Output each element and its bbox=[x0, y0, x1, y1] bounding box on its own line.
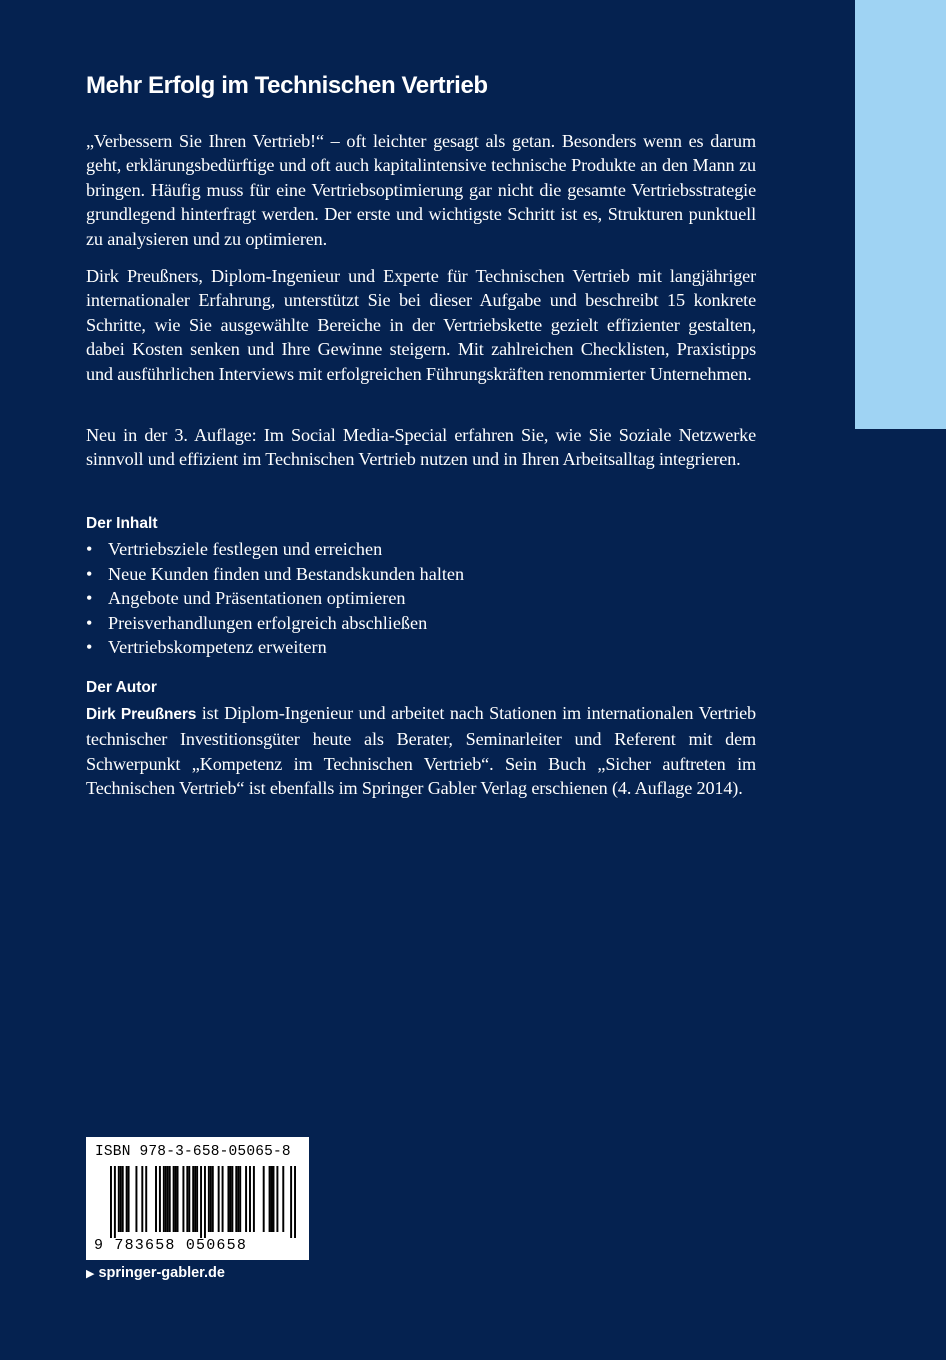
barcode-bar bbox=[239, 1166, 241, 1232]
barcode-bar bbox=[249, 1166, 251, 1232]
barcode-bars bbox=[110, 1166, 296, 1238]
intro-paragraph: „Verbessern Sie Ihren Vertrieb!“ – oft leichter gesagt als getan. Besonders wenn es darum geht, erklärungsbedürftige und oft auch kapitalintensive technische Produkte an den Mann zu bringen. Häufig muss für eine Vertriebsoptimierung gar nicht die gesamte Vertriebsstrategie grundlegend hinterfragt werden. Der erste und wichtigste Schritt ist es, Strukturen punktuell zu analysieren und zu optimieren. bbox=[86, 131, 756, 249]
author-expertise-paragraph: Dirk Preußners, Diplom-Ingenieur und Experte für Technischen Vertrieb mit langjähriger internationaler Erfahrung, unterstützt Sie bei dieser Aufgabe und beschreibt 15 konkrete Schritte, wie Sie ausgewählte Bereiche in der Vertriebskette gezielt effizienter gestalten, dabei Kosten senken und Ihre Gewinne steigern. Mit zahlreichen Checklisten, Praxistipps und ausführlichen Interviews mit erfolgreichen Führungskräften renommierter Unternehmen. bbox=[86, 266, 756, 384]
barcode-bar bbox=[118, 1166, 120, 1232]
barcode-bar bbox=[163, 1166, 165, 1232]
barcode-bar bbox=[188, 1166, 190, 1232]
barcode-bar bbox=[196, 1166, 198, 1232]
barcode-bar bbox=[165, 1166, 167, 1232]
barcode-bar bbox=[210, 1166, 212, 1232]
barcode-bar bbox=[194, 1166, 196, 1232]
barcode-bar bbox=[204, 1166, 206, 1238]
barcode-bar bbox=[110, 1166, 112, 1238]
accent-bar bbox=[855, 0, 946, 429]
barcode-bar bbox=[290, 1166, 292, 1238]
barcode-bar bbox=[128, 1166, 130, 1232]
book-title: Mehr Erfolg im Technischen Vertrieb bbox=[86, 72, 488, 99]
barcode-bar bbox=[182, 1166, 184, 1232]
author-bio bbox=[86, 701, 756, 801]
barcode-bar bbox=[276, 1166, 278, 1232]
barcode-bar bbox=[126, 1166, 128, 1232]
bullet-icon: • bbox=[86, 588, 93, 609]
author-heading: Der Autor bbox=[86, 679, 157, 696]
isbn-barcode bbox=[86, 1137, 309, 1260]
author-bio-text: ist Diplom-Ingenieur und arbeitet nach Stationen im internationalen Vertrieb technischer Investitionsgüter heute als Berater, Seminarleiter und Referent mit dem Schwerpunkt „Kompetenz im Technischen Vertrieb“. Sein Buch „Sicher auftreten im Technischen Vertrieb“ ist ebenfalls im Springer Gabler Verlag erschienen (4. Auflage 2014). bbox=[86, 703, 756, 799]
barcode-bar bbox=[167, 1166, 169, 1232]
list-item: • Vertriebsziele festlegen und erreichen bbox=[86, 537, 464, 562]
website-link[interactable]: springer-gabler.de bbox=[98, 1265, 225, 1281]
barcode-bar bbox=[229, 1166, 231, 1232]
barcode-bar bbox=[218, 1166, 220, 1232]
barcode-bar bbox=[155, 1166, 157, 1232]
barcode-bar bbox=[200, 1166, 202, 1238]
barcode-bar bbox=[245, 1166, 247, 1232]
barcode-bar bbox=[145, 1166, 147, 1232]
barcode-bar bbox=[192, 1166, 194, 1232]
barcode-bar bbox=[175, 1166, 177, 1232]
barcode-bar bbox=[173, 1166, 175, 1232]
barcode-bar bbox=[282, 1166, 284, 1232]
barcode-bar bbox=[120, 1166, 122, 1232]
list-item: • Vertriebskompetenz erweitern bbox=[86, 635, 464, 660]
barcode-bar bbox=[273, 1166, 275, 1232]
barcode-bar bbox=[227, 1166, 229, 1232]
barcode-bar bbox=[186, 1166, 188, 1232]
barcode-bar bbox=[135, 1166, 137, 1232]
barcode-bar bbox=[271, 1166, 273, 1232]
bullet-icon: • bbox=[86, 563, 93, 584]
ean-digits: 9 783658 050658 bbox=[94, 1237, 248, 1254]
barcode-bar bbox=[208, 1166, 210, 1232]
barcode-bar bbox=[159, 1166, 161, 1232]
barcode-bar bbox=[212, 1166, 214, 1232]
barcode-bar bbox=[263, 1166, 265, 1232]
bullet-icon: • bbox=[86, 612, 93, 633]
bullet-icon: • bbox=[86, 637, 93, 658]
publisher-website[interactable] bbox=[86, 1265, 225, 1281]
barcode-bar bbox=[269, 1166, 271, 1232]
barcode-bar bbox=[222, 1166, 224, 1232]
list-item: • Preisverhandlungen erfolgreich abschließen bbox=[86, 611, 464, 636]
triangle-right-icon: ▶ bbox=[86, 1268, 95, 1280]
barcode-bar bbox=[141, 1166, 143, 1232]
barcode-bar bbox=[122, 1166, 124, 1232]
barcode-bar bbox=[294, 1166, 296, 1238]
barcode-bar bbox=[237, 1166, 239, 1232]
barcode-bar bbox=[235, 1166, 237, 1232]
contents-list bbox=[86, 537, 464, 660]
isbn-label: ISBN 978-3-658-05065-8 bbox=[95, 1144, 291, 1160]
contents-heading: Der Inhalt bbox=[86, 515, 158, 532]
author-name: Dirk Preußners bbox=[86, 706, 197, 723]
list-item: • Angebote und Präsentationen optimieren bbox=[86, 586, 464, 611]
barcode-bar bbox=[114, 1166, 116, 1238]
bullet-icon: • bbox=[86, 539, 93, 559]
barcode-bar bbox=[231, 1166, 233, 1232]
list-item: • Neue Kunden finden und Bestandskunden halten bbox=[86, 562, 464, 587]
barcode-bar bbox=[177, 1166, 179, 1232]
barcode-bar bbox=[169, 1166, 171, 1232]
new-edition-paragraph: Neu in der 3. Auflage: Im Social Media-Special erfahren Sie, wie Sie Soziale Netzwerke sinnvoll und effizient im Technischen Vertrieb nutzen und in Ihren Arbeitsalltag integrieren. bbox=[86, 425, 756, 470]
barcode-bar bbox=[253, 1166, 255, 1232]
